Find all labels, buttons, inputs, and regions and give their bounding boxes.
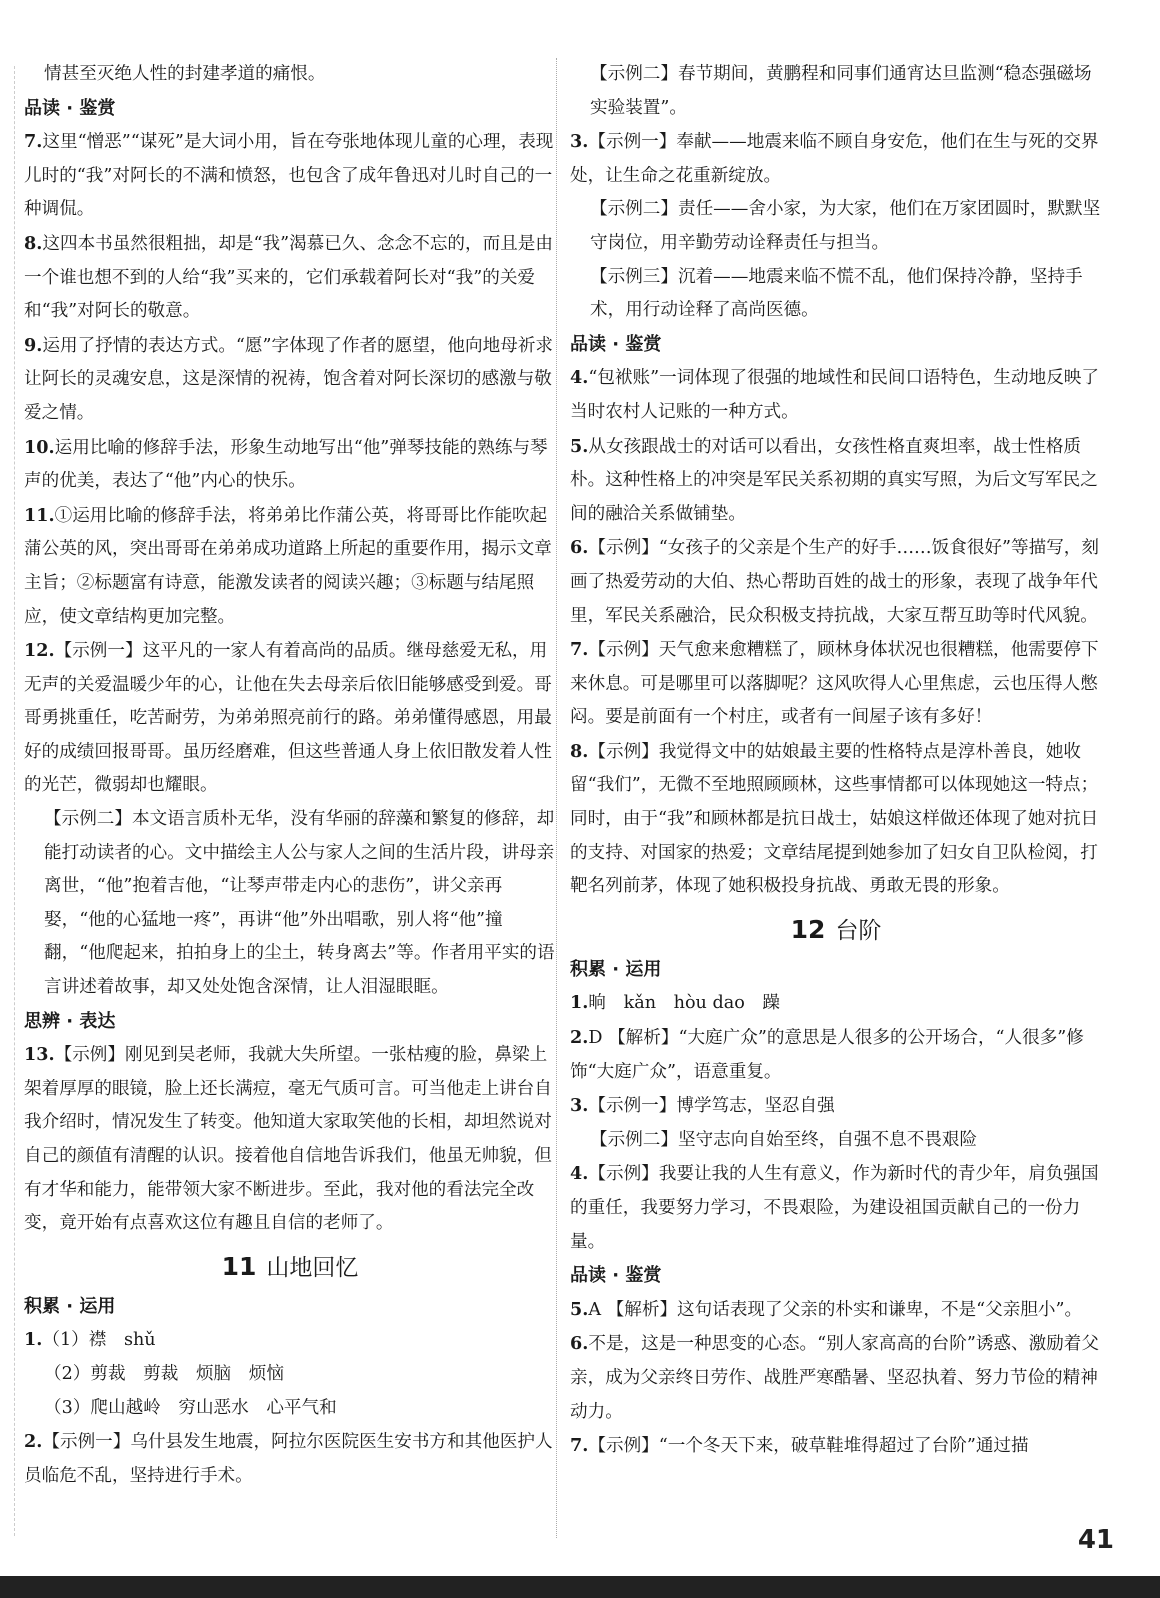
question-number: 1.	[570, 992, 589, 1014]
question-number: 11.	[24, 504, 55, 526]
question-number: 9.	[24, 334, 43, 356]
answer-paragraph	[570, 1157, 1102, 1259]
answer-text: 【示例一】博学笃志，坚忍自强	[588, 1096, 835, 1117]
answer-text: 【示例三】沉着——地震来临不慌不乱，他们保持冷静，坚持手术，用行动诠释了高尚医德。	[590, 266, 1083, 321]
answer-text: 【示例二】春节期间，黄鹏程和同事们通宵达旦监测“稳态强磁场实验装置”。	[590, 64, 1092, 118]
right-column	[570, 58, 1102, 1464]
question-number: 13.	[24, 1044, 55, 1066]
page-number: 41	[1077, 1525, 1114, 1555]
question-number: 7.	[24, 131, 43, 153]
answer-paragraph	[570, 735, 1102, 904]
answer-text: （3）爬山越岭 穷山恶水 心平气和	[44, 1397, 337, 1418]
question-number: 2.	[24, 1431, 43, 1453]
answer-text: 情甚至灭绝人性的封建孝道的痛恨。	[44, 64, 326, 84]
chapter-number: 12	[790, 914, 826, 944]
answer-text: 这里“憎恶”“谋死”是大词小用，旨在夸张地体现儿童的心理，表现儿时的“我”对阿长的不满和愤怒，也包含了成年鲁迅对儿时自己的一种调侃。	[24, 132, 554, 220]
answer-text: 【示例一】这平凡的一家人有着高尚的品质。继母慈爱无私，用无声的关爱温暖少年的心，让他在失去母亲后依旧能够感受到爱。哥哥勇挑重任，吃苦耐劳，为弟弟照亮前行的路。弟弟懂得感恩，用最好的成绩回报哥哥。虽历经磨难，但这些普通人身上依旧散发着人性的光芒，微弱却也耀眼。	[24, 641, 552, 796]
answer-text: 这四本书虽然很粗拙，却是“我”渴慕已久、念念不忘的，而且是由一个谁也想不到的人给“我”买来的，它们承载着阿长对“我”的关爱和“我”对阿长的敬意。	[24, 233, 553, 322]
question-number: 5.	[570, 1298, 589, 1320]
answer-text: （2）剪裁 剪裁 烦脑 烦恼	[44, 1363, 284, 1384]
answer-paragraph	[570, 361, 1102, 429]
answer-paragraph	[570, 633, 1102, 735]
answer-paragraph	[24, 58, 556, 92]
answer-paragraph	[570, 1021, 1102, 1089]
answer-paragraph	[570, 58, 1102, 125]
answer-text: （1）襟 shǔ	[42, 1330, 156, 1351]
chapter-title	[570, 908, 1102, 953]
answer-text: 运用了抒情的表达方式。“愿”字体现了作者的愿望，他向地母祈求让阿长的灵魂安息，这是深情的祝祷，饱含着对阿长深切的感激与敬爱之情。	[24, 335, 553, 423]
answer-text: 【示例】天气愈来愈糟糕了，顾林身体状况也很糟糕，他需要停下来休息。可是哪里可以落脚呢？这风吹得人心里焦虑，云也压得人憋闷。要是前面有一个村庄，或者有一间屋子该有多好！	[570, 640, 1099, 728]
answer-text: 运用比喻的修辞手法，形象生动地写出“他”弹琴技能的熟练与琴声的优美，表达了“他”内心的快乐。	[24, 437, 548, 492]
answer-text: 【示例】刚见到吴老师，我就大失所望。一张枯瘦的脸，鼻梁上架着厚厚的眼镜，脸上还长满痘，毫无气质可言。可当他走上讲台自我介绍时，情况发生了转变。他知道大家取笑他的长相，却坦然说对自己的颜值有清醒的认识。接着他自信地告诉我们，他虽无帅貌，但有才华和能力，能带领大家不断进步。至此，我对他的看法完全改变，竟开始有点喜欢这位有趣且自信的老师了。	[24, 1045, 552, 1234]
section-heading: 思辨 · 表达	[24, 1010, 116, 1032]
answer-text: 【示例二】坚守志向自始至终，自强不息不畏艰险	[590, 1129, 978, 1150]
chapter-number: 11	[221, 1251, 257, 1281]
chapter-name: 山地回忆	[266, 1254, 359, 1281]
bottom-scan-edge	[0, 1576, 1160, 1598]
answer-paragraph	[570, 261, 1102, 328]
question-number: 7.	[570, 1435, 589, 1457]
answer-paragraph	[24, 1358, 556, 1392]
left-margin-guide	[14, 66, 15, 1536]
answer-paragraph	[570, 1293, 1102, 1328]
answer-paragraph	[570, 193, 1102, 260]
answer-text: 【示例二】本文语言质朴无华，没有华丽的辞藻和繁复的修辞，却能打动读者的心。文中描绘主人公与家人之间的生活片段，讲母亲离世，“他”抱着吉他，“让琴声带走内心的悲伤”，讲父亲再娶，“他的心猛地一疼”，再讲“他”外出唱歌，别人将“他”撞翻，“他爬起来，拍拍身上的尘土，转身离去”等。作者用平实的语言讲述着故事，却又处处饱含深情，让人泪湿眼眶。	[44, 809, 555, 998]
question-number: 1.	[24, 1329, 43, 1351]
answer-paragraph	[24, 125, 556, 227]
answer-paragraph	[24, 499, 556, 634]
answer-paragraph	[24, 227, 556, 329]
answer-text: ①运用比喻的修辞手法，将弟弟比作蒲公英，将哥哥比作能吹起蒲公英的风，突出哥哥在弟弟成功道路上所起的重要作用，揭示文章主旨；②标题富有诗意，能激发读者的阅读兴趣；③标题与结尾照应，使文章结构更加完整。	[24, 505, 552, 627]
question-number: 2.	[570, 1027, 589, 1049]
answer-text: D 【解析】“大庭广众”的意思是人很多的公开场合，“人很多”修饰“大庭广众”，语意重复。	[570, 1028, 1084, 1082]
answer-text: A 【解析】这句话表现了父亲的朴实和谦卑，不是“父亲胆小”。	[588, 1299, 1083, 1320]
answer-paragraph	[24, 634, 556, 803]
left-column	[24, 58, 556, 1493]
question-number: 6.	[570, 1333, 589, 1355]
question-number: 4.	[570, 367, 589, 389]
question-number: 8.	[570, 740, 589, 762]
answer-paragraph	[570, 1429, 1102, 1464]
answer-paragraph	[570, 125, 1102, 193]
answer-paragraph	[24, 1392, 556, 1426]
question-number: 10.	[24, 436, 55, 458]
answer-text: 【示例一】奉献——地震来临不顾自身安危，他们在生与死的交界处，让生命之花重新绽放。	[570, 132, 1099, 186]
question-number: 8.	[24, 232, 43, 254]
answer-paragraph	[570, 531, 1102, 633]
section-heading: 积累 · 运用	[570, 958, 662, 980]
answer-text: 晌 kǎn hòu dao 躁	[588, 993, 781, 1014]
chapter-name: 台阶	[835, 917, 882, 944]
section-heading: 品读 · 鉴赏	[570, 333, 662, 355]
question-number: 5.	[570, 435, 589, 457]
question-number: 4.	[570, 1163, 589, 1185]
question-number: 3.	[570, 1095, 589, 1117]
section-heading: 品读 · 鉴赏	[24, 97, 116, 119]
answer-paragraph	[24, 1425, 556, 1493]
answer-text: 【示例一】乌什县发生地震，阿拉尔医院医生安书方和其他医护人员临危不乱，坚持进行手术。	[24, 1432, 553, 1486]
answer-text: 【示例二】责任——舍小家，为大家，他们在万家团圆时，默默坚守岗位，用辛勤劳动诠释责任与担当。	[590, 199, 1101, 253]
answer-paragraph	[570, 1327, 1102, 1429]
answer-text: 【示例】我要让我的人生有意义，作为新时代的青少年，肩负强国的重任，我要努力学习，不畏艰险，为建设祖国贡献自己的一份力量。	[570, 1164, 1099, 1252]
question-number: 7.	[570, 639, 589, 661]
answer-text: 【示例】“女孩子的父亲是个生产的好手……饭食很好”等描写，刻画了热爱劳动的大伯、热心帮助百姓的战士的形象，表现了战争年代里，军民关系融洽，民众积极支持抗战，大家互帮互助等时代风貌。	[570, 538, 1099, 626]
section-heading: 积累 · 运用	[24, 1295, 116, 1317]
answer-text: 【示例】“一个冬天下来，破草鞋堆得超过了台阶”通过描	[588, 1436, 1029, 1457]
answer-text: 【示例】我觉得文中的姑娘最主要的性格特点是淳朴善良，她收留“我们”，无微不至地照顾顾林，这些事情都可以体现她这一特点；同时，由于“我”和顾林都是抗日战士，姑娘这样做还体现了她对抗日的支持、对国家的热爱；文章结尾提到她参加了妇女自卫队检阅，打靶名列前茅，体现了她积极投身抗战、勇敢无畏的形象。	[570, 741, 1099, 897]
answer-text: “包袱账”一词体现了很强的地域性和民间口语特色，生动地反映了当时农村人记账的一种方式。	[570, 368, 1099, 422]
answer-paragraph	[24, 803, 556, 1005]
chapter-title	[24, 1245, 556, 1290]
answer-paragraph	[570, 1089, 1102, 1124]
section-heading: 品读 · 鉴赏	[570, 1265, 662, 1287]
question-number: 3.	[570, 131, 589, 153]
answer-paragraph	[24, 329, 556, 431]
question-number: 12.	[24, 640, 55, 662]
answer-paragraph	[24, 431, 556, 499]
answer-text: 从女孩跟战士的对话可以看出，女孩性格直爽坦率，战士性格质朴。这种性格上的冲突是军民关系初期的真实写照，为后文写军民之间的融洽关系做铺垫。	[570, 436, 1098, 524]
answer-paragraph	[570, 1124, 1102, 1158]
answer-paragraph	[24, 1038, 556, 1241]
column-divider	[556, 58, 557, 1538]
answer-paragraph	[570, 430, 1102, 532]
answer-paragraph	[570, 986, 1102, 1021]
question-number: 6.	[570, 537, 589, 559]
answer-text: 不是，这是一种思变的心态。“别人家高高的台阶”诱惑、激励着父亲，成为父亲终日劳作、战胜严寒酷暑、坚忍执着、努力节俭的精神动力。	[570, 1334, 1099, 1422]
answer-paragraph	[24, 1323, 556, 1358]
